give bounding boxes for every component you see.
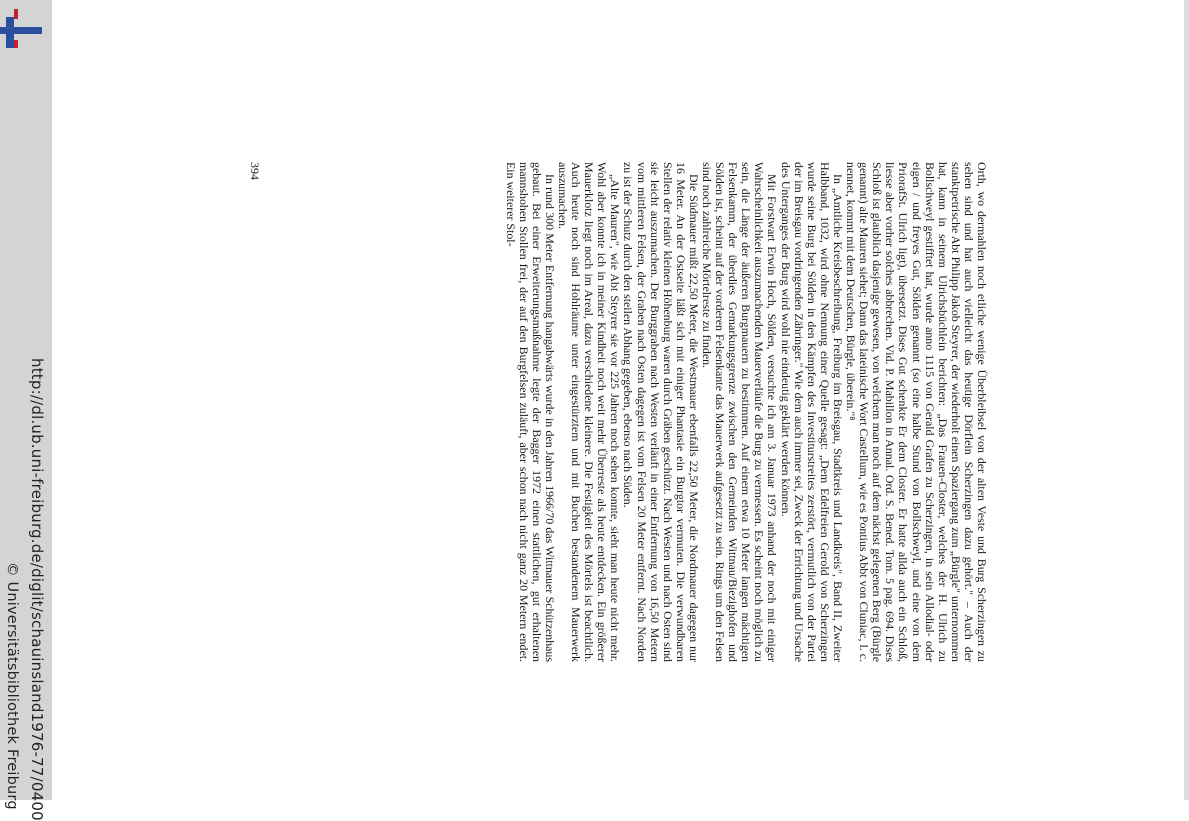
paragraph: „Alte Mauren", wie Abt Steyrer sie vor 225 Jahren noch sehen konnte, sieht man heute nicht mehr. Wohl aber konnte ich in meiner Kindheit noch weit mehr Überreste als heute entdecken. Ein größerer Mauerklotz liegt noch im Areal, dazu verschiedene kleinere. Die Festigkeit des Mörtels ist beachtlich. Auch heute noch sind Hohlräume unter eingestürztem und mit Buchen bestandenem Mauerwerk auszumachen. [556,162,623,662]
document-url[interactable]: http://dl.ub.uni-freiburg.de/diglit/schauinsland1976-77/0400 [28,358,46,821]
paragraph: Die Südmauer mißt 22,50 Meter, die Westmauer ebenfalls 22,50 Meter, die Nordmauer dagegen nur 16 Meter. An der Ostseite läßt sich mit einiger Phantasie ein Burgtor vermuten. Die verwundbaren Stellen der relativ kleinen Höhenburg waren durch Gräben geschützt. Nach Westen und nach Osten sind sie leicht auszumachen. Der Burggraben nach Westen verläuft in einer Entfernung von 16,50 Metern vom mittleren Felsen, der Graben nach Osten dagegen ist vom Felsen 20 Meter entfernt. Nach Norden zu ist der Schutz durch den steilen Abhang gegeben, ebenso nach Süden. [621,162,701,662]
viewer-sidebar [0,0,52,821]
copyright-notice: © Universitätsbibliothek Freiburg [4,562,20,810]
page-number: 394 [248,162,262,180]
paragraph: In „Amtliche Kreisbeschreibung, Freiburg im Breisgau, Stadtkreis und Landkreis", Band II, Zweiter Halbband, 1032, wird ohne Nennung einer Quelle gesagt: „Dem Edelfreien Gerold von Scherzingen wurde seine Burg bei Sölden in den Kämpfen des Investiturstreites zerstört, vermutlich von der Partei der im Breisgau vordringenden Zähringer." Wie dem auch immer sei, Zweck der Errichtung und Ursache des Unterganges der Burg wird wohl nie eindeutig geklärt werden können. [778,162,845,662]
scanned-page [248,162,988,662]
paragraph: In rund 300 Meter Entfernung hangabwärts wurde in den Jahren 1966/70 das Wittnauer Schützenhaus gebaut. Bei einer Erweiterungsmaßnahme legte der Bagger 1972 einen stattlichen, gut erhaltenen mannshohen Stollen frei, der auf den Burgfelsen zuläuft, aber schon nach nicht ganz 20 Metern endet. Ein weiterer Stol- [503,162,557,662]
scrollbar[interactable] [1184,0,1189,800]
paragraph: Mit Forstwart Erwin Hoch, Sölden, versuchte ich am 3. Januar 1973 anhand der noch mit einiger Wahrscheinlichkeit auszumachenden Mauerverläufe die Burg zu vermessen. Es scheint noch möglich zu sein, die Länge der äußeren Burgmauern zu bestimmen. Auf einem etwa 10 Meter langen mächtigen Felsenkamm, der überdies Gemarkungsgrenze zwischen den Gemeinden Wittnau/Biezighofen und Sölden ist, scheint auf der vorderen Felsenkante das Mauerwerk aufgesetzt zu sein. Rings um den Felsen sind noch zahlreiche Mörtelreste zu finden. [700,162,780,662]
paragraph: Orth, wo dermahlen noch etliche wenige Überbleibsel von der alten Veste und Burg Scherzingen zu sehen sind und hat auch vielleicht das heutige Dörflein Scherzingen dazu gehört." – Auch der stanktpetrische Abt Philipp Jakob Steyrer, der wiederholt einen Spaziergang zum „Bürgle" unternommen hat, kann in seinem Ulrichsbüchlein berichten: „Das Frauen-Closter, welches der H. Ulrich zu Bollschweyl gestifftet hat, wurde anno 1115 von Gerald Grafen zu Scherzingen, in sein Allodial- oder eigen / und freyes Gut, Sölden genannt (so eine halbe Stund von Bollschweyl, und eine von dem PriorafSt. Ulrich ligt), übersetzt. Dises Gut schenkte Er dem Closter. Er hatte allda auch ein Schloß, liesse aber vorher solches abbrechen. Vid. P. Mabillon in Annal. Ord. S. Bened. Tom. 5 pag. 694. Dises Schloß ist glaublich dasjenige gewesen, von welchem man noch auf dem nächst gelegenen Berg (Bürgle genannt) alte Mauren siehet; Dann das lateinische Wort Castellum, wie es Pontius Abbt von Cluniac, l. c. nennet, kommt mit dem Deutschen, Bürgle, überein."⁸ [844,162,989,662]
